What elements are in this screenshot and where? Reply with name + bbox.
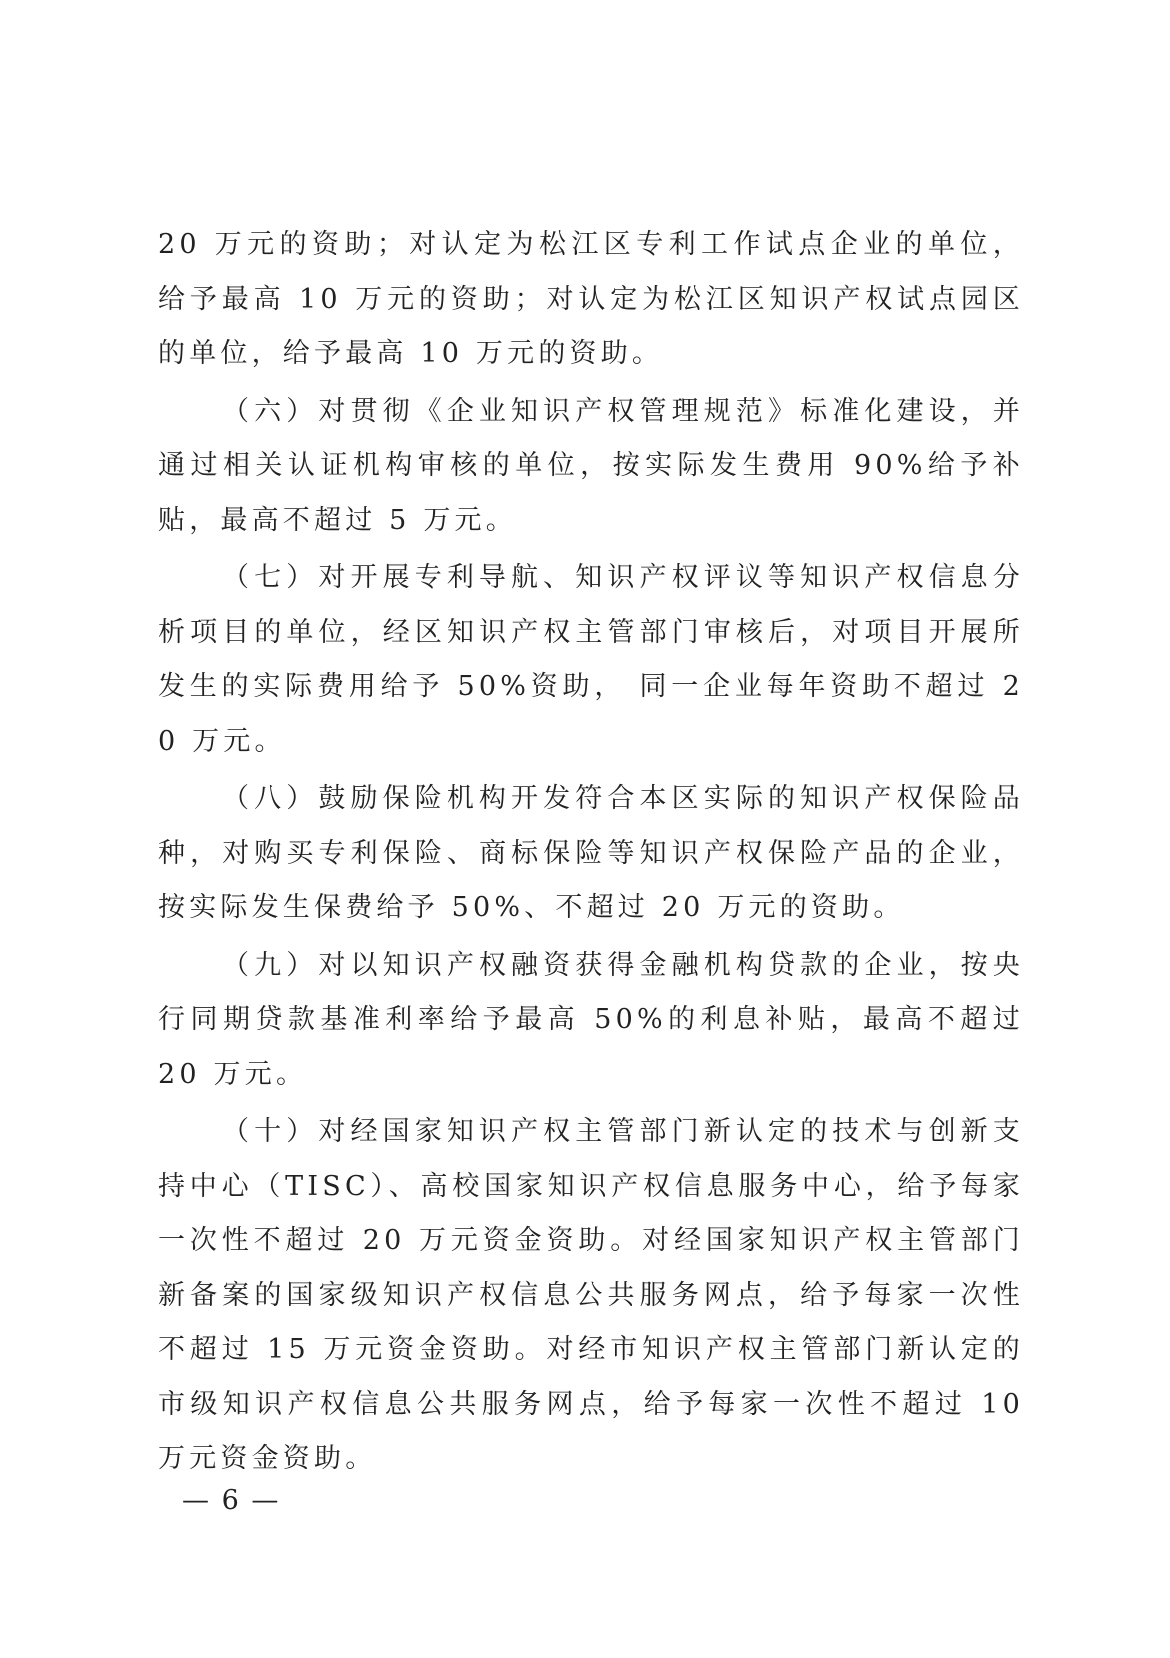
page-number: — 6 — bbox=[182, 1485, 281, 1516]
paragraph-item-8: （八）鼓励保险机构开发符合本区实际的知识产权保险品种，对购买专利保险、商标保险等知识产权保险产品的企业，按实际发生保费给予 50%、不超过 20 万元的资助。 bbox=[158, 783, 1024, 923]
paragraph-item-10: （十）对经国家知识产权主管部门新认定的技术与创新支持中心（TISC）、高校国家知识产权信息服务中心，给予每家一次性不超过 20 万元资金资助。对经国家知识产权主管部门新备案的国家级知识产权信息公共服务网点，给予每家一次性不超过 15 万元资金资助。对经市知识产权主管部门新认定的市级知识产权信息公共服务网点，给予每家一次性不超过 10 万元资金资助。 bbox=[158, 1116, 1024, 1474]
document-body bbox=[158, 218, 1024, 1490]
paragraph-item-9: （九）对以知识产权融资获得金融机构贷款的企业，按央行同期贷款基准利率给予最高 50%的利息补贴，最高不超过 20 万元。 bbox=[158, 949, 1024, 1090]
paragraph-item-6: （六）对贯彻《企业知识产权管理规范》标准化建设，并通过相关认证机构审核的单位，按实际发生费用 90%给予补贴，最高不超过 5 万元。 bbox=[158, 395, 1024, 536]
paragraph-continuation: 20 万元的资助；对认定为松江区专利工作试点企业的单位，给予最高 10 万元的资助；对认定为松江区知识产权试点园区的单位，给予最高 10 万元的资助。 bbox=[158, 229, 1024, 369]
paragraph-item-7: （七）对开展专利导航、知识产权评议等知识产权信息分析项目的单位，经区知识产权主管部门审核后，对项目开展所发生的实际费用给予 50%资助， 同一企业每年资助不超过 20 万元。 bbox=[158, 562, 1024, 757]
